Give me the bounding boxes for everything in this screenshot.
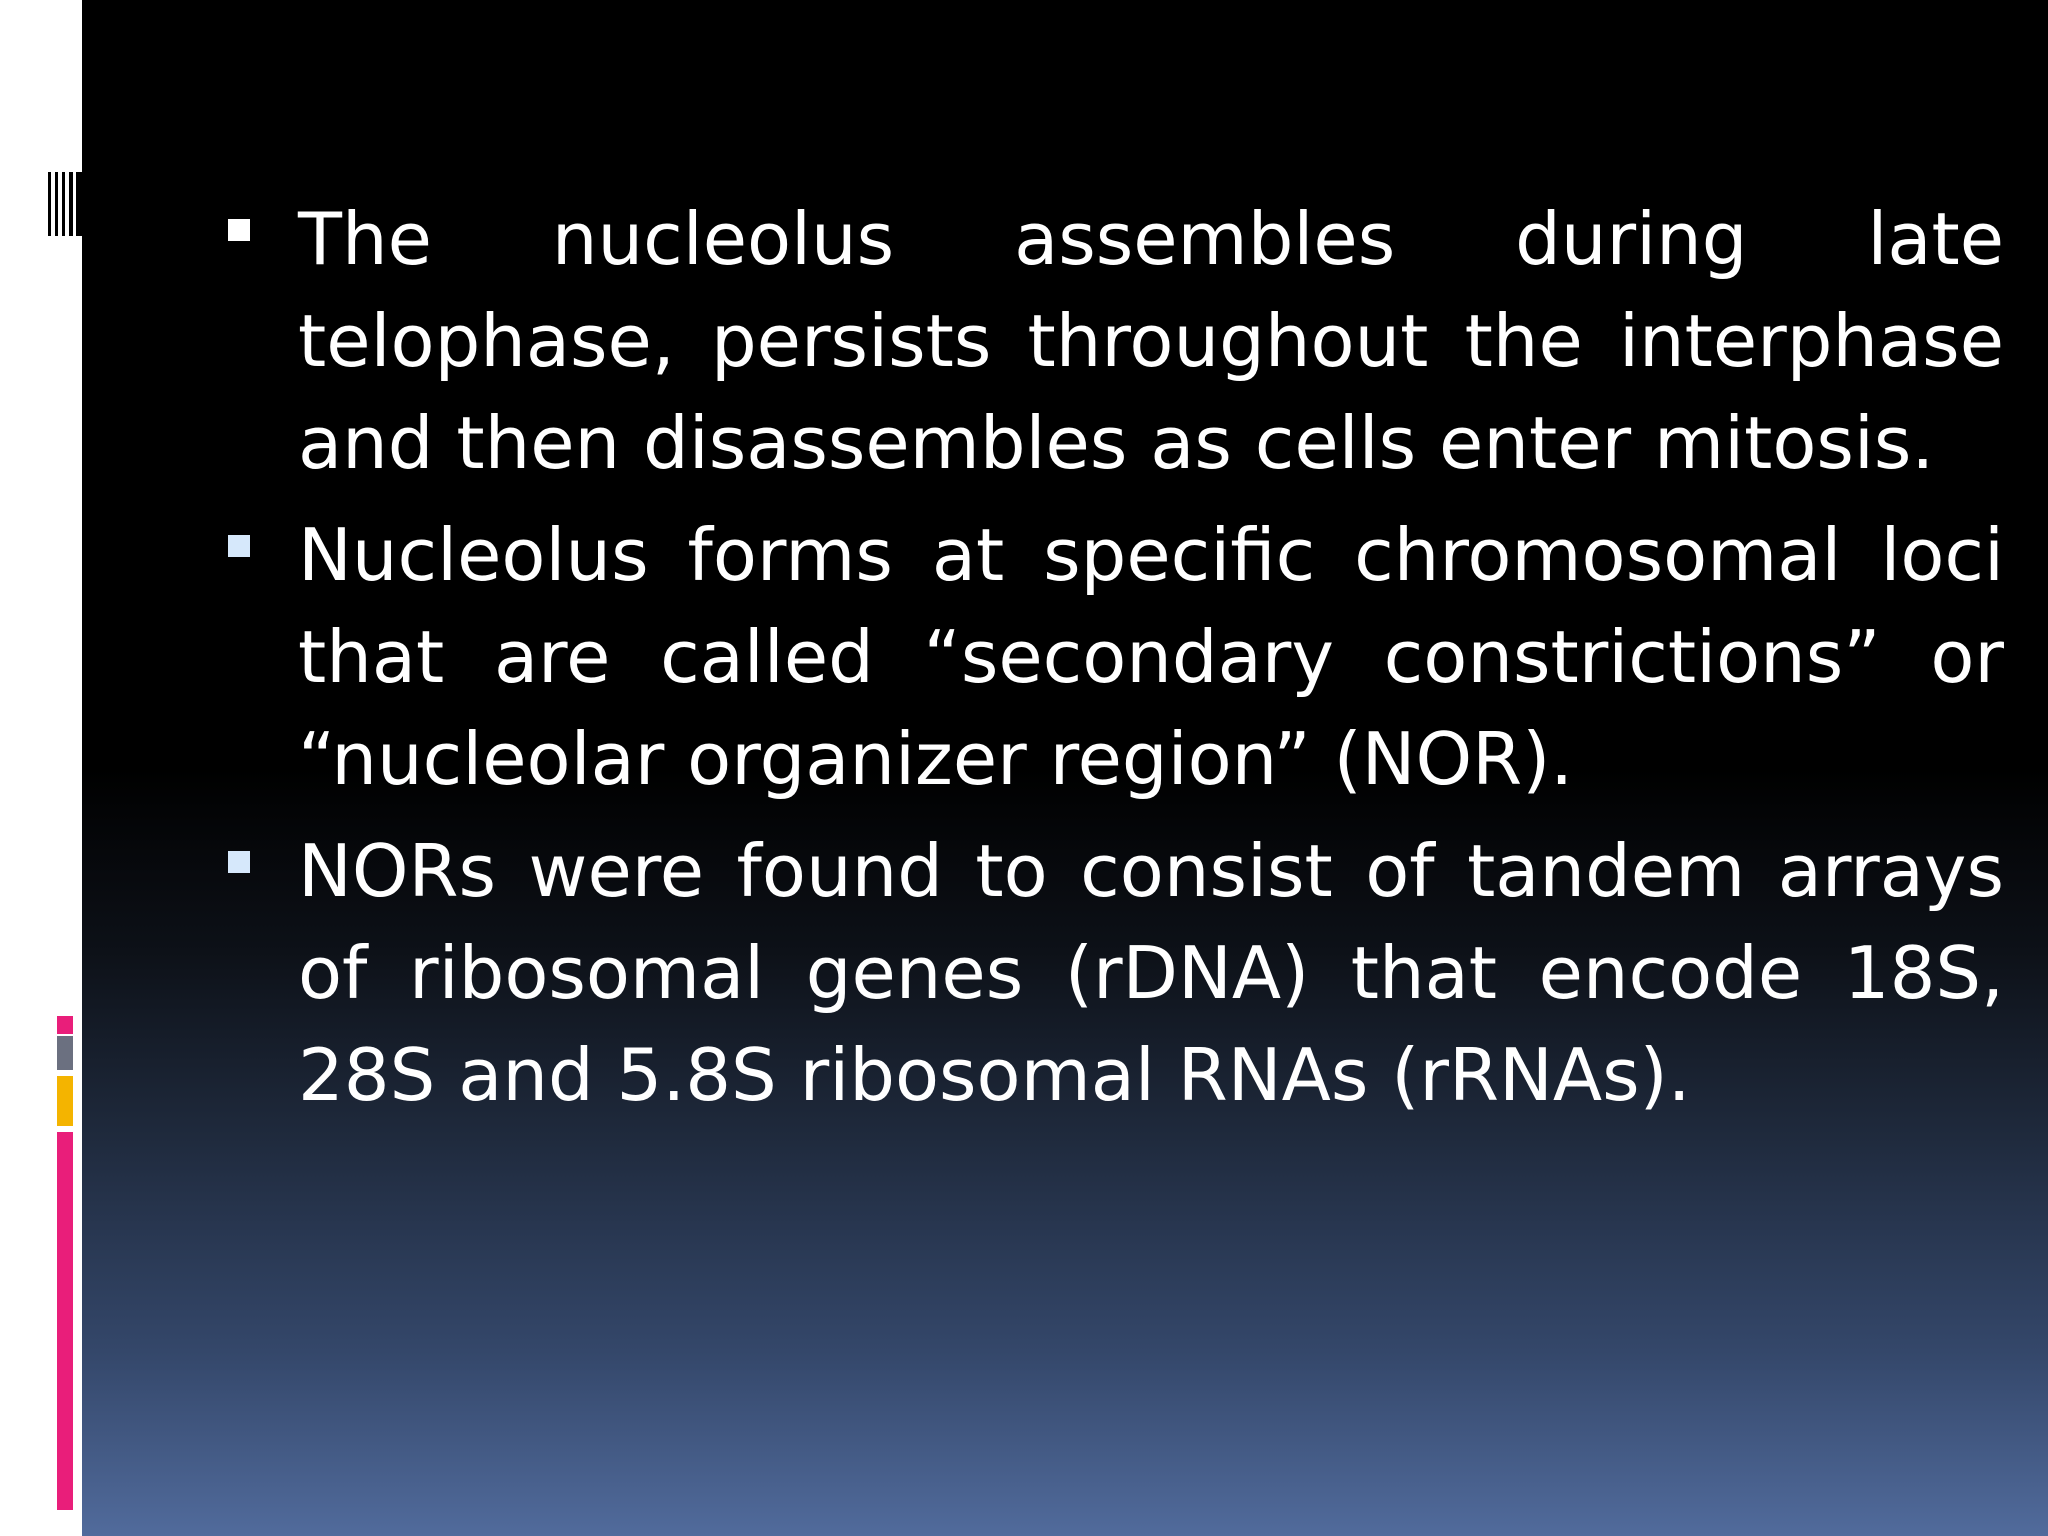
bullet-text: The nucleolus assembles during late telophase, persists throughout the interphase and then disassembles as cells enter mitosis. bbox=[298, 197, 2004, 485]
bullet-text: NORs were found to consist of tandem arrays of ribosomal genes (rDNA) that encode 18S, 28S and 5.8S ribosomal RNAs (rRNAs). bbox=[298, 829, 2004, 1117]
bullet-item bbox=[214, 504, 2004, 810]
content-panel bbox=[82, 0, 2048, 1536]
vertical-stripes-icon bbox=[48, 172, 82, 236]
accent-bar-pink-top bbox=[57, 1016, 73, 1034]
square-bullet-icon bbox=[228, 535, 250, 557]
bullet-text: Nucleolus forms at specific chromosomal loci that are called “secondary constrictions” or “nucleolar organizer region” (NOR). bbox=[298, 513, 2004, 801]
bullet-item bbox=[214, 820, 2004, 1126]
square-bullet-icon bbox=[228, 851, 250, 873]
accent-bar-pink bbox=[57, 1132, 73, 1510]
bullet-item bbox=[214, 188, 2004, 494]
side-strip bbox=[0, 0, 82, 1536]
square-bullet-icon bbox=[228, 219, 250, 241]
accent-bar-gray bbox=[57, 1036, 73, 1070]
accent-bar-yellow bbox=[57, 1076, 73, 1126]
bullet-list bbox=[214, 188, 2004, 1136]
